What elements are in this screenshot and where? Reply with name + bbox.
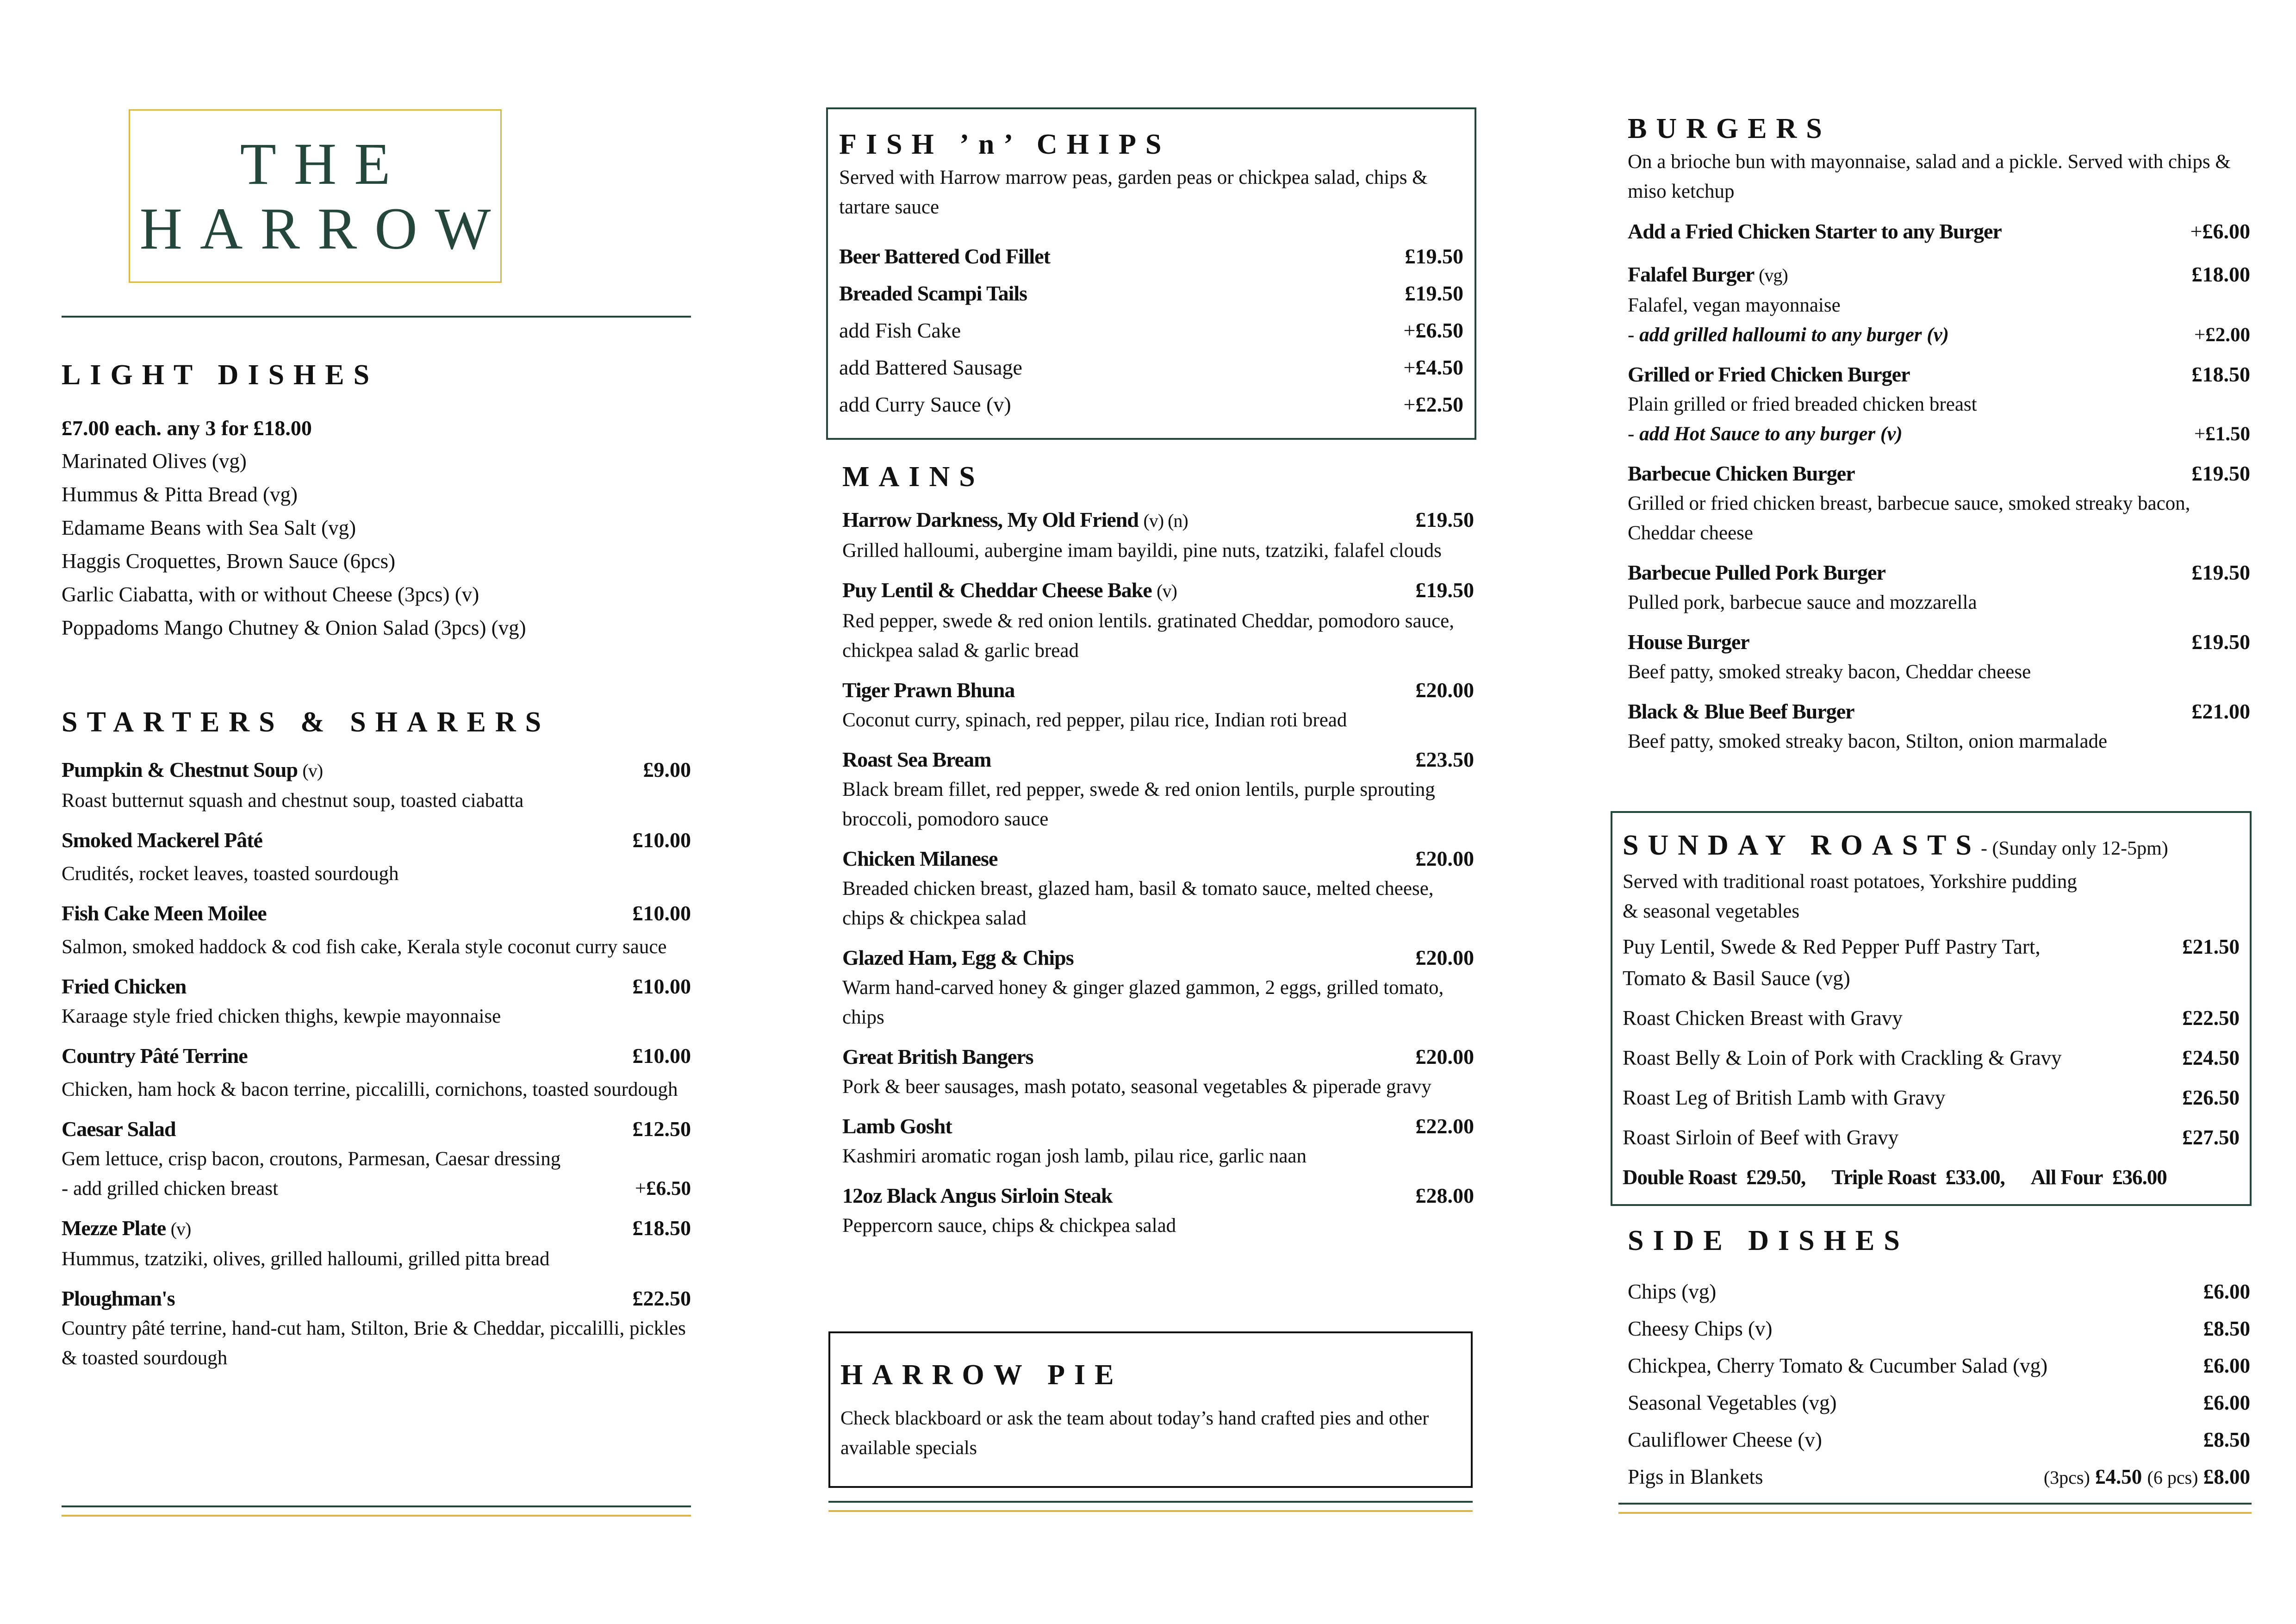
item-name: Roast Leg of British Lamb with Gravy [1623, 1086, 1946, 1109]
item-description: Salmon, smoked haddock & cod fish cake, Kerala style coconut curry sauce [62, 936, 667, 958]
menu-item [842, 575, 1474, 666]
item-price: £22.00 [1415, 1114, 1474, 1138]
item-name: House Burger [1628, 630, 1749, 654]
footer-divider-gold [828, 1510, 1473, 1512]
addon-price: £2.00 [2205, 324, 2250, 346]
item-price: £20.00 [1415, 847, 1474, 870]
menu-item [842, 843, 1474, 933]
item-price: £23.50 [1415, 748, 1474, 771]
list-item [1623, 1001, 2240, 1035]
item-description: Pork & beer sausages, mash potato, seasonal vegetables & piperade gravy [842, 1076, 1431, 1098]
roasts-list [1623, 930, 2240, 1194]
item-description: Beef patty, smoked streaky bacon, Stilton, onion marmalade [1628, 731, 2108, 752]
list-item [1628, 1310, 2250, 1347]
item-price: £9.00 [643, 758, 691, 781]
item-price: £20.00 [1415, 678, 1474, 702]
menu-item [62, 971, 691, 1031]
item-price: £10.00 [632, 1044, 691, 1068]
item-description: Breaded chicken breast, glazed ham, basil & tomato sauce, melted cheese, chips & chickpea salad [842, 878, 1434, 929]
item-price: £19.50 [2191, 462, 2250, 485]
addon-price: £1.50 [2205, 423, 2250, 445]
section-intro-line1: Served with traditional roast potatoes, Yorkshire pudding [1623, 871, 2077, 893]
menu-item [1628, 359, 2250, 449]
list-item [1623, 1081, 2240, 1114]
portion-label: (3pcs) [2043, 1467, 2090, 1488]
menu-item [842, 675, 1474, 735]
item-name: Roast Sea Bream [842, 748, 991, 771]
item-description: Gem lettuce, crisp bacon, croutons, Parmesan, Caesar dressing [62, 1148, 561, 1170]
item-description: Roast butternut squash and chestnut soup, toasted ciabatta [62, 790, 524, 812]
section-title: LIGHT DISHES [62, 359, 379, 391]
item-description: Red pepper, swede & red onion lentils. gratinated Cheddar, pomodoro sauce, chickpea salad & garlic bread [842, 610, 1455, 662]
light-dishes-section [62, 356, 691, 644]
item-price: £26.50 [2182, 1086, 2240, 1109]
item-name: Grilled or Fried Chicken Burger [1628, 362, 1910, 386]
item-description: Falafel, vegan mayonnaise [1628, 294, 1841, 316]
item-name: Beer Battered Cod Fillet [839, 244, 1050, 268]
light-dishes-list [62, 444, 691, 644]
diet-tag: (v) [302, 760, 323, 781]
item-price: £19.50 [2191, 630, 2250, 654]
item-name: Caesar Salad [62, 1117, 176, 1141]
divider [62, 316, 691, 318]
item-name: Lamb Gosht [842, 1114, 952, 1138]
item-name: Add a Fried Chicken Starter to any Burger [1628, 219, 2002, 243]
item-name: Tiger Prawn Bhuna [842, 678, 1015, 702]
starter-addon-row: Add a Fried Chicken Starter to any Burger +£6.00 [1628, 213, 2250, 250]
diet-tag: (v) [170, 1218, 191, 1239]
item-name: Cauliflower Cheese (v) [1628, 1428, 1822, 1451]
item-price: £18.50 [632, 1216, 691, 1240]
item-name: Roast Belly & Loin of Pork with Crackling & Gravy [1623, 1046, 2062, 1069]
item-price: £10.00 [632, 828, 691, 852]
item-name: Tomato & Basil Sauce (vg) [1623, 967, 1850, 990]
item-price: £19.50 [1415, 578, 1474, 602]
menu-item [62, 1041, 691, 1105]
side-dishes-section [1628, 1222, 2250, 1496]
list-item [1623, 930, 2240, 963]
combo-price: £36.00 [2112, 1166, 2167, 1189]
item-name: Roast Sirloin of Beef with Gravy [1623, 1126, 1899, 1149]
item-description: Grilled halloumi, aubergine imam bayildi, pine nuts, tzatziki, falafel clouds [842, 540, 1442, 562]
combo-price: £29.50, [1746, 1166, 1806, 1189]
addon-row: - add Hot Sauce to any burger (v) +£1.50 [1628, 423, 2250, 445]
diet-tag: (v) (n) [1143, 510, 1188, 531]
combo-price: £33.00, [1945, 1166, 2005, 1189]
item-name: Fried Chicken [62, 974, 187, 998]
fish-chips-box: FISH ’n’ CHIPS Served with Harrow marrow peas, garden peas or chickpea salad, chips & tartare sauce Beer Battered Cod Fillet £19.50 Breaded Scampi Tails £19.50 add Fish Cake +£6.50 add Battered Sausage +£4.50 add Curry Sauce (v) +£2.50 [826, 107, 1476, 440]
addon-label: add grilled halloumi to any burger (v) [1639, 324, 1949, 346]
brand-name-line1: THE [240, 131, 408, 197]
menu-item [842, 1042, 1474, 1102]
item-description: Black bream fillet, red pepper, swede & red onion lentils, purple sprouting broccoli, pomodoro sauce [842, 779, 1435, 830]
addon-price: £6.50 [1415, 319, 1463, 342]
item-description: Plain grilled or fried breaded chicken breast [1628, 394, 1977, 415]
item-description: Chicken, ham hock & bacon terrine, piccalilli, cornichons, toasted sourdough [62, 1079, 678, 1100]
menu-item [1628, 627, 2250, 687]
item-price: £19.50 [1405, 244, 1463, 268]
addon-label: add Battered Sausage [839, 356, 1022, 379]
section-title: STARTERS & SHARERS [62, 706, 551, 738]
menu-item [62, 825, 691, 889]
menu-item [842, 505, 1474, 566]
item-price: £20.00 [1415, 946, 1474, 969]
item-price: £28.00 [1415, 1184, 1474, 1207]
item-name: Great British Bangers [842, 1045, 1033, 1068]
menu-item [62, 1283, 691, 1373]
menu-item [842, 744, 1474, 834]
item-price: £12.50 [632, 1117, 691, 1141]
list-item: Edamame Beans with Sea Salt (vg) [62, 516, 356, 539]
item-name: Harrow Darkness, My Old Friend [842, 508, 1139, 531]
section-title: SIDE DISHES [1628, 1225, 1909, 1256]
item-description: Peppercorn sauce, chips & chickpea salad [842, 1215, 1176, 1237]
item-name: Glazed Ham, Egg & Chips [842, 946, 1074, 969]
item-name: Roast Chicken Breast with Gravy [1623, 1006, 1903, 1030]
item-name: Ploughman's [62, 1287, 175, 1310]
menu-item [842, 943, 1474, 1032]
item-description: Country pâté terrine, hand-cut ham, Stilton, Brie & Cheddar, piccalilli, pickles & toasted sourdough [62, 1318, 686, 1369]
addon-label: add Fish Cake [839, 319, 961, 342]
combo-label: Triple Roast [1831, 1166, 1936, 1189]
list-item [1628, 1347, 2250, 1384]
list-item [1628, 1421, 2250, 1458]
list-item: Marinated Olives (vg) [62, 450, 247, 473]
item-name: Cheesy Chips (v) [1628, 1317, 1773, 1340]
diet-tag: (v) [1157, 581, 1177, 601]
item-name: Breaded Scampi Tails [839, 281, 1027, 305]
item-price: £19.50 [2191, 561, 2250, 584]
item-name: Fish Cake Meen Moilee [62, 901, 267, 925]
item-description: Karaage style fried chicken thighs, kewpie mayonnaise [62, 1006, 501, 1027]
light-dishes-offer: £7.00 each. any 3 for £18.00 [62, 416, 312, 440]
item-name: Barbecue Chicken Burger [1628, 462, 1855, 485]
item-description: Warm hand-carved honey & ginger glazed gammon, 2 eggs, grilled tomato, chips [842, 977, 1444, 1028]
combo-label: Double Roast [1623, 1166, 1737, 1189]
item-price: £19.50 [1405, 281, 1463, 305]
section-intro: Served with Harrow marrow peas, garden peas or chickpea salad, chips & tartare sauce [839, 167, 1428, 218]
menu-item [62, 898, 691, 962]
menu-item [1628, 557, 2250, 618]
item-name: Pigs in Blankets [1628, 1465, 1763, 1488]
addon-label: - add grilled chicken breast [62, 1178, 279, 1199]
item-name: Pumpkin & Chestnut Soup [62, 758, 298, 781]
item-name: Country Pâté Terrine [62, 1044, 248, 1068]
list-item-continued [1623, 962, 2240, 995]
list-item [1628, 1384, 2250, 1421]
item-name: Black & Blue Beef Burger [1628, 700, 1854, 723]
item-price: £24.50 [2182, 1046, 2240, 1069]
section-intro-line2: & seasonal vegetables [1623, 900, 1800, 922]
item-price: £10.00 [632, 974, 691, 998]
item-price: £8.00 [2203, 1465, 2250, 1488]
item-price: £6.00 [2202, 219, 2250, 243]
item-price: £6.00 [2203, 1354, 2250, 1377]
item-description: Grilled or fried chicken breast, barbecue sauce, smoked streaky bacon, Cheddar cheese [1628, 493, 2190, 544]
item-price: £21.50 [2182, 935, 2240, 958]
item-price: £18.00 [2191, 262, 2250, 286]
section-description: Check blackboard or ask the team about today’s hand crafted pies and other available specials [840, 1408, 1429, 1459]
item-description: Pulled pork, barbecue sauce and mozzarella [1628, 592, 1977, 613]
addon-price: £6.50 [646, 1178, 691, 1199]
item-price: £4.50 [2095, 1465, 2142, 1488]
list-item: Hummus & Pitta Bread (vg) [62, 483, 298, 506]
combo-row [1623, 1161, 2240, 1194]
list-item [1623, 1041, 2240, 1074]
combo-label: All Four [2030, 1166, 2103, 1189]
item-name: Chicken Milanese [842, 847, 998, 870]
item-price: £27.50 [2182, 1126, 2240, 1149]
list-item: Haggis Croquettes, Brown Sauce (6pcs) [62, 550, 396, 573]
section-title: HARROW PIE [840, 1359, 1123, 1391]
footer-divider-gold [1618, 1512, 2252, 1514]
diet-tag: (vg) [1759, 265, 1788, 286]
item-price: £8.50 [2203, 1428, 2250, 1451]
item-description: Hummus, tzatziki, olives, grilled halloumi, grilled pitta bread [62, 1248, 550, 1270]
section-title-text: SUNDAY ROASTS [1623, 830, 1981, 861]
item-name: Falafel Burger [1628, 262, 1754, 286]
menu-item [842, 1181, 1474, 1241]
item-price: £20.00 [1415, 1045, 1474, 1068]
menu-item [62, 755, 691, 816]
section-title [1623, 827, 2240, 867]
list-item: Poppadoms Mango Chutney & Onion Salad (3pcs) (vg) [62, 616, 526, 639]
addon-row: - add grilled halloumi to any burger (v) +£2.00 [1628, 324, 2250, 346]
sunday-roasts-box [1611, 811, 2252, 1206]
item-name: Barbecue Pulled Pork Burger [1628, 561, 1885, 584]
menu-item [62, 1213, 691, 1274]
portion-label: (6 pcs) [2147, 1467, 2198, 1488]
list-item [1628, 1273, 2250, 1310]
sides-list [1628, 1273, 2250, 1496]
item-price: £6.00 [2203, 1280, 2250, 1303]
menu-item [62, 1114, 691, 1204]
item-price: £10.00 [632, 901, 691, 925]
addon-price: £4.50 [1415, 356, 1463, 379]
starters-section [62, 704, 691, 1373]
addon-price: £2.50 [1415, 393, 1463, 416]
item-name: Seasonal Vegetables (vg) [1628, 1391, 1837, 1414]
footer-divider-green [1618, 1503, 2252, 1505]
item-description: Coconut curry, spinach, red pepper, pilau rice, Indian roti bread [842, 709, 1347, 731]
menu-item [1628, 458, 2250, 548]
item-name: Puy Lentil & Cheddar Cheese Bake [842, 578, 1152, 602]
list-item [1628, 1458, 2250, 1496]
menu-item [1628, 696, 2250, 756]
item-price: £22.50 [2182, 1006, 2240, 1030]
addon-label: add Curry Sauce (v) [839, 393, 1011, 416]
item-price: £18.50 [2191, 362, 2250, 386]
section-subtitle: - (Sunday only 12-5pm) [1980, 838, 2168, 859]
item-description: Kashmiri aromatic rogan josh lamb, pilau rice, garlic naan [842, 1145, 1307, 1167]
list-item [1623, 1121, 2240, 1154]
item-name: Mezze Plate [62, 1216, 166, 1240]
item-price: £8.50 [2203, 1317, 2250, 1340]
section-title: MAINS [842, 461, 984, 493]
menu-item [842, 1111, 1474, 1171]
item-price: £22.50 [632, 1287, 691, 1310]
item-name: Smoked Mackerel Pâté [62, 828, 262, 852]
item-description: Crudités, rocket leaves, toasted sourdough [62, 863, 399, 885]
burgers-section [1628, 110, 2250, 756]
section-intro: On a brioche bun with mayonnaise, salad and a pickle. Served with chips & miso ketchup [1628, 151, 2231, 202]
menu-item [1628, 259, 2250, 350]
item-price: £6.00 [2203, 1391, 2250, 1414]
footer-divider-green [62, 1505, 691, 1507]
addon-row: - add grilled chicken breast +£6.50 [62, 1174, 691, 1204]
section-title: FISH ’n’ CHIPS [839, 129, 1171, 160]
item-price: £21.00 [2191, 700, 2250, 723]
footer-divider-gold [62, 1515, 691, 1517]
section-title: BURGERS [1628, 113, 1831, 144]
item-description: Beef patty, smoked streaky bacon, Cheddar cheese [1628, 661, 2031, 683]
item-name: 12oz Black Angus Sirloin Steak [842, 1184, 1113, 1207]
item-price: £19.50 [1415, 508, 1474, 531]
item-name: Chips (vg) [1628, 1280, 1717, 1303]
addon-label: add Hot Sauce to any burger (v) [1639, 423, 1903, 445]
item-name: Puy Lentil, Swede & Red Pepper Puff Pastry Tart, [1623, 935, 2041, 958]
item-name: Chickpea, Cherry Tomato & Cucumber Salad (vg) [1628, 1354, 2048, 1377]
brand-name-line2: HARROW [139, 195, 509, 262]
brand-logo [129, 109, 509, 283]
list-item: Garlic Ciabatta, with or without Cheese (3pcs) (v) [62, 583, 479, 606]
harrow-pie-box [828, 1331, 1473, 1488]
footer-divider-green [828, 1501, 1473, 1503]
mains-section [842, 458, 1474, 1241]
